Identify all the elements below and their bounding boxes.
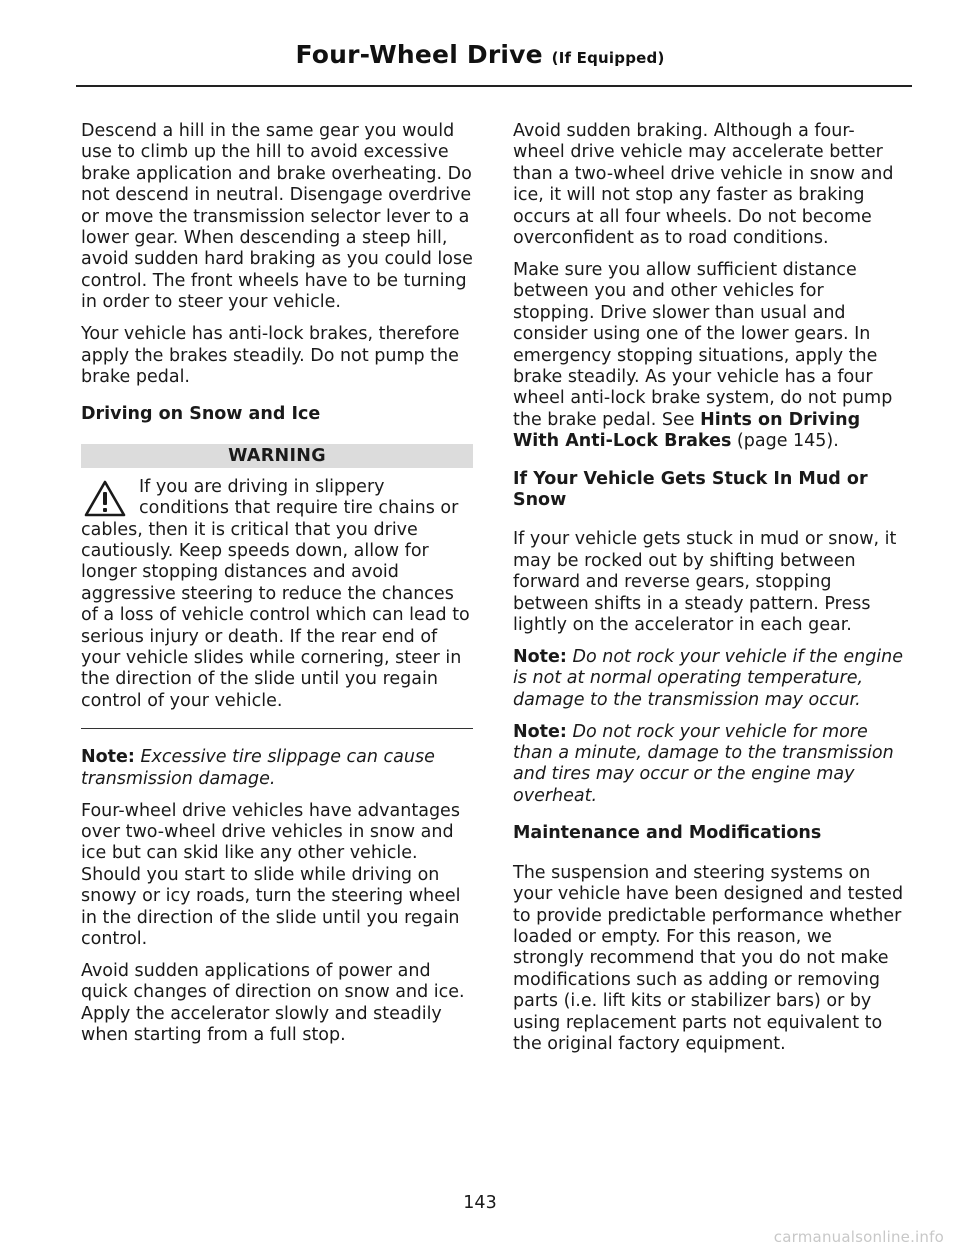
- heading-driving-snow-ice: Driving on Snow and Ice: [81, 404, 321, 425]
- note-text: Do not rock your vehicle if the engine is not at normal operating temperature, damage to the transmission may occur.: [513, 646, 904, 710]
- right-column: [513, 121, 905, 1066]
- paragraph-stopping-distance: [513, 260, 905, 453]
- left-column: [81, 121, 473, 1057]
- note-label: Note:: [513, 646, 567, 667]
- heading-stuck-mud-snow: If Your Vehicle Gets Stuck In Mud or Snow: [513, 468, 868, 510]
- note-text: Excessive tire slippage can cause transmission damage.: [81, 747, 435, 789]
- note-label: Note:: [513, 721, 567, 742]
- paragraph-avoid-sudden-braking: Avoid sudden braking. Although a four-wheel drive vehicle may accelerate better than a two-wheel drive vehicle in snow and ice, it will not stop any faster as braking occurs at all four wheels. Do not become overconfident as to road conditions.: [513, 121, 894, 249]
- stopping-distance-text: Make sure you allow sufficient distance between you and other vehicles for stopping. Drive slower than usual and consider using one of the lower gears. In emergency stopping situations, apply the brake steadily. As your vehicle has a four wheel anti-lock brake system, do not pump the brake pedal. See: [513, 259, 893, 430]
- warning-triangle-icon: [83, 479, 127, 519]
- note-tire-slippage: [81, 747, 473, 790]
- page-number: 143: [463, 1193, 497, 1213]
- note-rock-duration: [513, 722, 905, 808]
- note-label: Note:: [81, 747, 135, 768]
- heading-maintenance-modifications: Maintenance and Modifications: [513, 823, 822, 844]
- page-reference: (page 145).: [731, 431, 839, 452]
- note-engine-temperature: [513, 647, 905, 711]
- paragraph-descend-hill: Descend a hill in the same gear you would use to climb up the hill to avoid excessive brake application and brake overheating. Do not descend in neutral. Disengage overdrive or move the transmission selector lever to a lower gear. When descending a steep hill, avoid sudden hard braking as you could lose control. The front wheels have to be turning in order to steer your vehicle.: [81, 121, 473, 313]
- warning-box: [81, 477, 473, 712]
- paragraph-anti-lock: Your vehicle has anti-lock brakes, therefore apply the brakes steadily. Do not pump the brake pedal.: [81, 324, 460, 387]
- page-title-qualifier: (If Equipped): [551, 49, 665, 67]
- page-title-main: Four-Wheel Drive: [295, 40, 543, 69]
- warning-divider: [81, 728, 473, 729]
- page-title: [0, 40, 960, 69]
- paragraph-four-wheel-advantages: Four-wheel drive vehicles have advantages over two-wheel drive vehicles in snow and ice but can skid like any other vehicle. Should you start to slide while driving on snowy or icy roads, turn the steering wheel in the direction of the slide until you regain control.: [81, 800, 461, 949]
- warning-text: If you are driving in slippery conditions that require tire chains or cables, then it is critical that you drive cautiously. Keep speeds down, allow for longer stopping distances and avoid aggressive steering to reduce the chances of a loss of vehicle control which can lead to serious injury or death. If the rear end of your vehicle slides while cornering, steer in the direction of the slide until you regain control of your vehicle.: [81, 476, 470, 711]
- paragraph-rocking-out: If your vehicle gets stuck in mud or snow, it may be rocked out by shifting between forward and reverse gears, stopping between shifts in a steady pattern. Press lightly on the accelerator in each gear.: [513, 529, 897, 636]
- note-text: Do not rock your vehicle for more than a minute, damage to the transmission and tires may occur or the engine may overheat.: [513, 721, 894, 806]
- cross-reference-link[interactable]: Hints on Driving With Anti-Lock Brakes: [513, 409, 861, 452]
- header-divider: [76, 85, 912, 87]
- watermark: carmanualsonline.info: [773, 1228, 944, 1246]
- paragraph-avoid-sudden-power: Avoid sudden applications of power and quick changes of direction on snow and ice. Apply the accelerator slowly and steadily when starting from a full stop.: [81, 960, 465, 1046]
- warning-banner: WARNING: [81, 444, 473, 468]
- paragraph-suspension-steering: The suspension and steering systems on your vehicle have been designed and tested to provide predictable performance whether loaded or empty. For this reason, we strongly recommend that you do not make modifications such as adding or removing parts (i.e. lift kits or stabilizer bars) or by using replacement parts not equivalent to the original factory equipment.: [513, 862, 904, 1054]
